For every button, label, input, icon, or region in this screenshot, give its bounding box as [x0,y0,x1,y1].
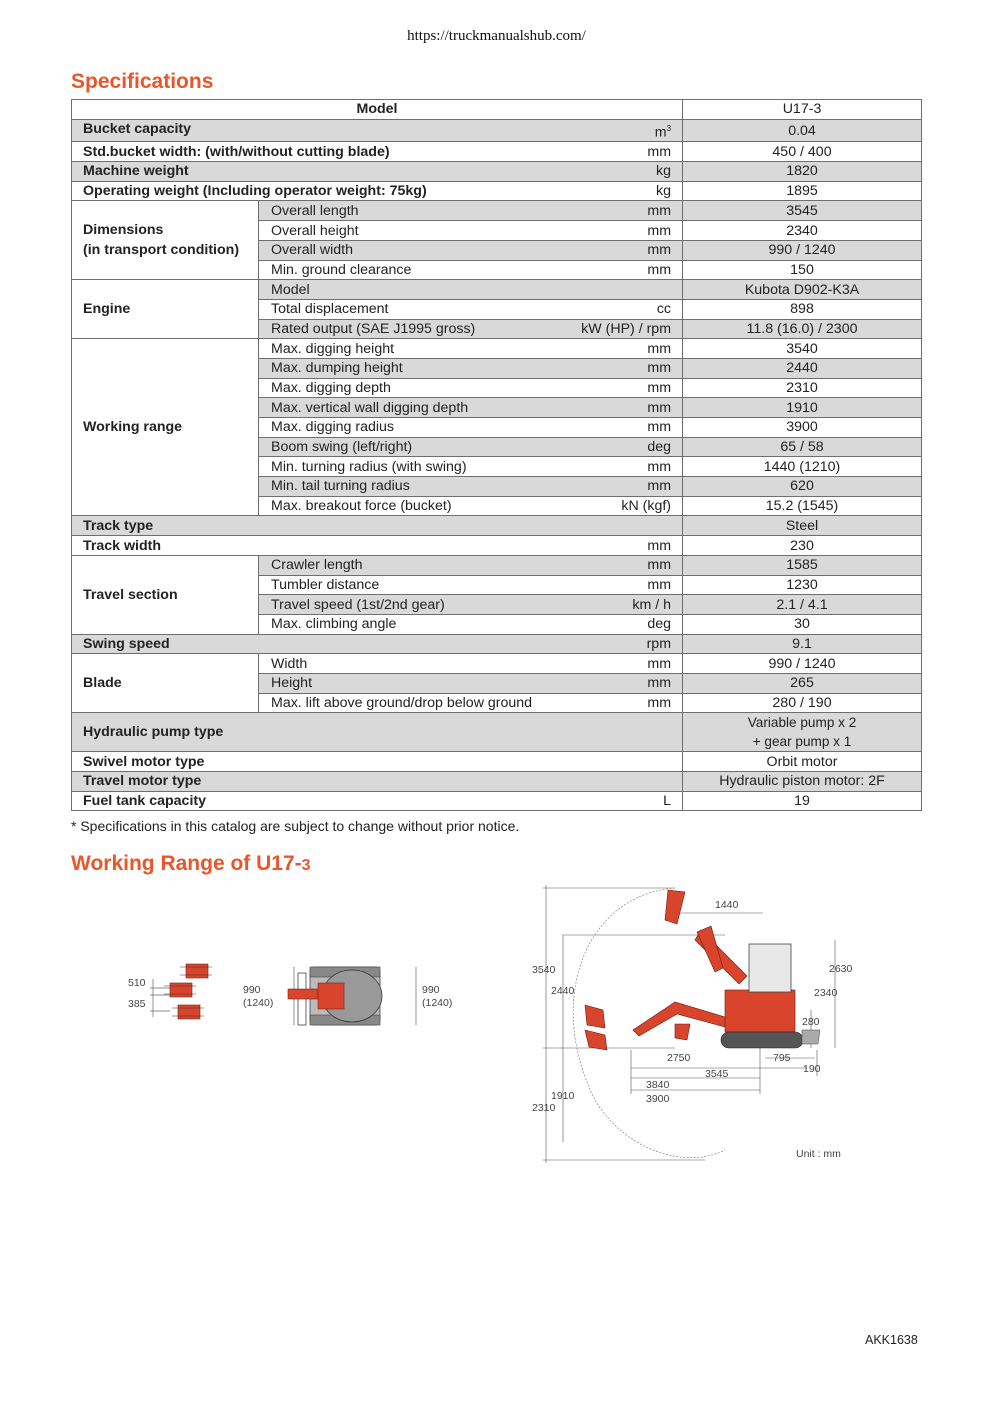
group-blade: Blade [72,654,259,713]
table-row [72,119,922,142]
svg-text:Unit : mm: Unit : mm [796,1148,841,1160]
row-unit: mm [647,419,672,436]
svg-text:2340: 2340 [814,987,838,999]
svg-text:2440: 2440 [551,985,575,997]
row-label: Width [271,655,308,672]
row-label: Travel speed (1st/2nd gear) [271,596,445,613]
table-row [72,280,922,300]
row-label: Min. ground clearance [271,261,412,278]
row-unit: mm [647,675,672,692]
row-value: 9.1 [683,634,922,654]
row-label: Overall height [271,222,359,239]
row-unit: deg [647,616,672,633]
row-value: 990 / 1240 [683,654,922,674]
row-label: Boom swing (left/right) [271,439,413,456]
blade-top-view-diagram [120,955,470,1035]
svg-text:3900: 3900 [646,1093,670,1105]
svg-text:385: 385 [128,998,146,1010]
row-unit: cc [656,301,672,318]
document-code: AKK1638 [865,1333,918,1347]
group-travel-section: Travel section [72,555,259,634]
svg-text:795: 795 [773,1052,791,1064]
row-label: Max. breakout force (bucket) [271,498,452,515]
row-label: Machine weight [83,163,189,180]
svg-text:1910: 1910 [551,1090,575,1102]
row-unit: km / h [632,596,672,613]
working-range-title: Working Range of U17-3 [71,852,311,875]
row-unit: kg [656,183,672,200]
table-row [72,791,922,811]
table-row [72,339,922,359]
row-value: 2440 [683,358,922,378]
table-row [72,752,922,772]
group-working-range: Working range [72,339,259,516]
row-value: 450 / 400 [683,142,922,162]
row-unit: mm [647,202,672,219]
row-unit: $m^3$ [654,123,672,141]
table-row [72,536,922,556]
row-label: Swing speed [83,635,170,652]
row-unit: L [663,793,672,810]
row-unit: kW (HP) / rpm [581,320,672,337]
row-value: 230 [683,536,922,556]
table-row [72,634,922,654]
row-label: Total displacement [271,301,389,318]
row-label: Max. digging depth [271,380,391,397]
row-value: Kubota D902-K3A [683,280,922,300]
row-value: 2340 [683,221,922,241]
row-value: 11.8 (16.0) / 2300 [683,319,922,339]
row-value: 1895 [683,181,922,201]
footnote: * Specifications in this catalog are subject to change without prior notice. [71,818,520,834]
row-value: Steel [683,516,922,536]
row-value: 1820 [683,162,922,182]
row-label: Travel motor type [83,773,202,790]
row-unit: mm [647,695,672,712]
specifications-title: Specifications [71,70,214,93]
row-label: Bucket capacity [83,120,192,137]
row-value: 280 / 190 [683,693,922,713]
row-label: Crawler length [271,557,363,574]
svg-text:3540: 3540 [532,964,556,976]
svg-text:990: 990 [243,984,261,996]
model-header: Model [72,100,683,120]
svg-text:(1240): (1240) [422,997,453,1009]
table-row [72,654,922,674]
table-row [72,181,922,201]
table-row [72,201,922,221]
row-label: Min. tail turning radius [271,478,410,495]
row-value: Orbit motor [683,752,922,772]
row-value: 15.2 (1545) [683,496,922,516]
row-value: 2310 [683,378,922,398]
table-row [72,516,922,536]
svg-text:190: 190 [803,1063,821,1075]
table-row [72,713,922,752]
table-row [72,772,922,792]
row-unit: mm [647,340,672,357]
row-label: Swivel motor type [83,753,205,770]
row-value: 30 [683,614,922,634]
svg-text:3840: 3840 [646,1079,670,1091]
row-value: 1910 [683,398,922,418]
table-row [72,555,922,575]
row-unit: mm [647,478,672,495]
row-unit: mm [647,557,672,574]
row-value: 620 [683,477,922,497]
row-unit: mm [647,360,672,377]
group-dimensions: Dimensions (in transport condition) [72,201,259,280]
row-value: 0.04 [683,119,922,142]
row-unit: deg [647,439,672,456]
row-unit: mm [647,380,672,397]
row-label: Operating weight (Including operator weight: 75kg) [83,183,427,200]
row-label: Max. lift above ground/drop below ground [271,695,533,712]
svg-text:2310: 2310 [532,1102,556,1114]
row-value: 1440 (1210) [683,457,922,477]
model-value: U17-3 [683,100,922,120]
row-unit: mm [647,399,672,416]
row-value: 19 [683,791,922,811]
row-value: 3540 [683,339,922,359]
row-label: Fuel tank capacity [83,793,207,810]
svg-text:2630: 2630 [829,963,853,975]
row-unit: kN (kgf) [621,498,672,515]
row-value: 3545 [683,201,922,221]
svg-text:2750: 2750 [667,1052,691,1064]
row-unit: mm [647,261,672,278]
row-unit: mm [647,143,672,160]
row-unit: mm [647,242,672,259]
row-value: Hydraulic piston motor: 2F [683,772,922,792]
row-label: Track type [83,517,154,534]
row-label: Height [271,675,313,692]
svg-text:1440: 1440 [715,899,739,911]
row-label: Rated output (SAE J1995 gross) [271,320,476,337]
source-url[interactable]: https://truckmanualshub.com/ [407,28,586,44]
row-unit: rpm [646,635,672,652]
row-unit: mm [647,537,672,554]
row-value: 150 [683,260,922,280]
row-value: 898 [683,299,922,319]
row-label: Overall length [271,202,359,219]
row-label: Max. dumping height [271,360,403,377]
row-label: Max. vertical wall digging depth [271,399,469,416]
row-label: Model [271,281,310,298]
row-unit: mm [647,655,672,672]
svg-text:990: 990 [422,984,440,996]
working-range-diagram [525,880,865,1170]
svg-text:280: 280 [802,1016,820,1028]
row-value: Variable pump x 2 + gear pump x 1 [683,713,922,752]
svg-text:(1240): (1240) [243,997,274,1009]
row-value: 1585 [683,555,922,575]
table-row [72,142,922,162]
row-unit: kg [656,163,672,180]
row-unit: mm [647,222,672,239]
row-label: Max. digging height [271,340,395,357]
row-label: Tumbler distance [271,576,380,593]
row-value: 3900 [683,418,922,438]
row-label: Hydraulic pump type [83,724,224,741]
row-value: 265 [683,673,922,693]
row-unit: mm [647,458,672,475]
row-value: 2.1 / 4.1 [683,595,922,615]
row-label: Max. digging radius [271,419,395,436]
row-label: Overall width [271,242,354,259]
row-label: Std.bucket width: (with/without cutting blade) [83,143,390,160]
row-value: 1230 [683,575,922,595]
specifications-table [71,99,922,811]
group-engine: Engine [72,280,259,339]
row-value: 990 / 1240 [683,240,922,260]
svg-text:510: 510 [128,977,146,989]
row-label: Min. turning radius (with swing) [271,458,467,475]
row-label: Max. climbing angle [271,616,397,633]
svg-text:3545: 3545 [705,1068,729,1080]
table-row-model [72,100,922,120]
row-label: Track width [83,537,162,554]
row-value: 65 / 58 [683,437,922,457]
table-row [72,162,922,182]
row-unit: mm [647,576,672,593]
